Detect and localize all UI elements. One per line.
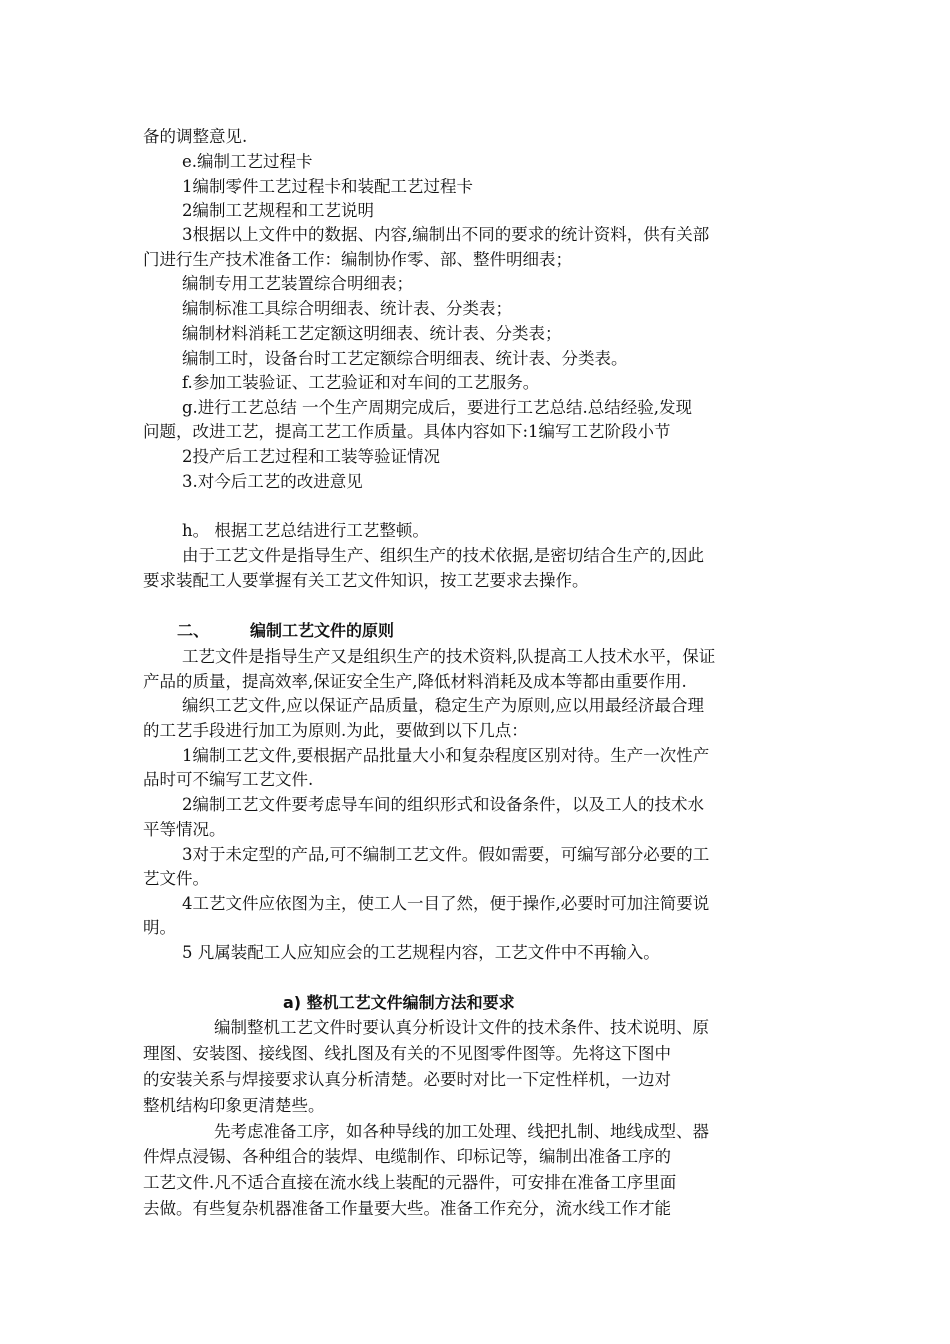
- section-heading-number: 二、: [177, 621, 210, 640]
- text-line: 去做。有些复杂机器准备工作量要大些。准备工作充分，流水线工作才能: [143, 1199, 671, 1218]
- section-heading: 编制工艺文件的原则: [250, 621, 395, 640]
- text-line: 编制整机工艺文件时要认真分析设计文件的技术条件、技术说明、原: [214, 1018, 709, 1037]
- subsection-heading: a) 整机工艺文件编制方法和要求: [283, 993, 515, 1012]
- text-line: 门进行生产技术准备工作：编制协作零、部、整件明细表；: [143, 250, 572, 269]
- text-line: 编制专用工艺装置综合明细表；: [182, 274, 413, 293]
- text-line: e.编制工艺过程卡: [182, 152, 313, 171]
- text-line: 编制材料消耗工艺定额这明细表、统计表、分类表；: [182, 324, 562, 343]
- text-line: 2投产后工艺过程和工装等验证情况: [182, 447, 440, 466]
- text-line: 由于工艺文件是指导生产、组织生产的技术依据,是密切结合生产的,因此: [182, 546, 704, 565]
- text-line: 3对于未定型的产品,可不编制工艺文件。假如需要，可编写部分必要的工: [182, 845, 710, 864]
- text-line: 备的调整意见.: [143, 127, 248, 146]
- text-line: 5 凡属装配工人应知应会的工艺规程内容，工艺文件中不再输入。: [182, 943, 660, 962]
- text-line: 工艺文件.凡不适合直接在流水线上装配的元器件，可安排在准备工序里面: [143, 1173, 677, 1192]
- text-line: 整机结构印象更清楚些。: [143, 1096, 325, 1115]
- text-line: 4工艺文件应依图为主，使工人一目了然，便于操作,必要时可加注简要说: [182, 894, 710, 913]
- text-line: 艺文件。: [143, 869, 209, 888]
- text-line: 3.对今后工艺的改进意见: [182, 472, 363, 491]
- text-line: 1编制工艺文件,要根据产品批量大小和复杂程度区别对待。生产一次性产: [182, 746, 710, 765]
- text-line: 2编制工艺文件要考虑导车间的组织形式和设备条件，以及工人的技术水: [182, 795, 704, 814]
- text-line: 编制标准工具综合明细表、统计表、分类表；: [182, 299, 512, 318]
- text-line: 3根据以上文件中的数据、内容,编制出不同的要求的统计资料，供有关部: [182, 225, 710, 244]
- text-line: 的安装关系与焊接要求认真分析清楚。必要时对比一下定性样机，一边对: [143, 1070, 671, 1089]
- text-line: 明。: [143, 918, 176, 937]
- text-line: 的工艺手段进行加工为原则.为此，要做到以下几点：: [143, 721, 528, 740]
- text-line: 先考虑准备工序，如各种导线的加工处理、线把扎制、地线成型、器: [214, 1122, 709, 1141]
- text-line: 编制工时，设备台时工艺定额综合明细表、统计表、分类表。: [182, 349, 628, 368]
- text-line: 1编制零件工艺过程卡和装配工艺过程卡: [182, 177, 473, 196]
- text-line: 理图、安装图、接线图、线扎图及有关的不见图零件图等。先将这下图中: [143, 1044, 671, 1063]
- text-line: g.进行工艺总结 一个生产周期完成后，要进行工艺总结.总结经验,发现: [182, 398, 693, 417]
- text-line: 品时可不编写工艺文件.: [143, 770, 314, 789]
- text-line: f.参加工装验证、工艺验证和对车间的工艺服务。: [182, 373, 540, 392]
- text-line: 要求装配工人要掌握有关工艺文件知识，按工艺要求去操作。: [143, 571, 589, 590]
- text-line: h。 根据工艺总结进行工艺整顿。: [182, 521, 429, 540]
- text-line: 2编制工艺规程和工艺说明: [182, 201, 374, 220]
- text-line: 平等情况。: [143, 820, 226, 839]
- text-line: 件焊点浸锡、各种组合的装焊、电缆制作、印标记等，编制出准备工序的: [143, 1147, 671, 1166]
- text-line: 编织工艺文件,应以保证产品质量，稳定生产为原则,应以用最经济最合理: [182, 696, 704, 715]
- text-line: 产品的质量，提高效率,保证安全生产,降低材料消耗及成本等都由重要作用.: [143, 672, 687, 691]
- text-line: 工艺文件是指导生产又是组织生产的技术资料,队提高工人技术水平，保证: [182, 647, 716, 666]
- text-line: 问题，改进工艺，提高工艺工作质量。具体内容如下:1编写工艺阶段小节: [143, 422, 671, 441]
